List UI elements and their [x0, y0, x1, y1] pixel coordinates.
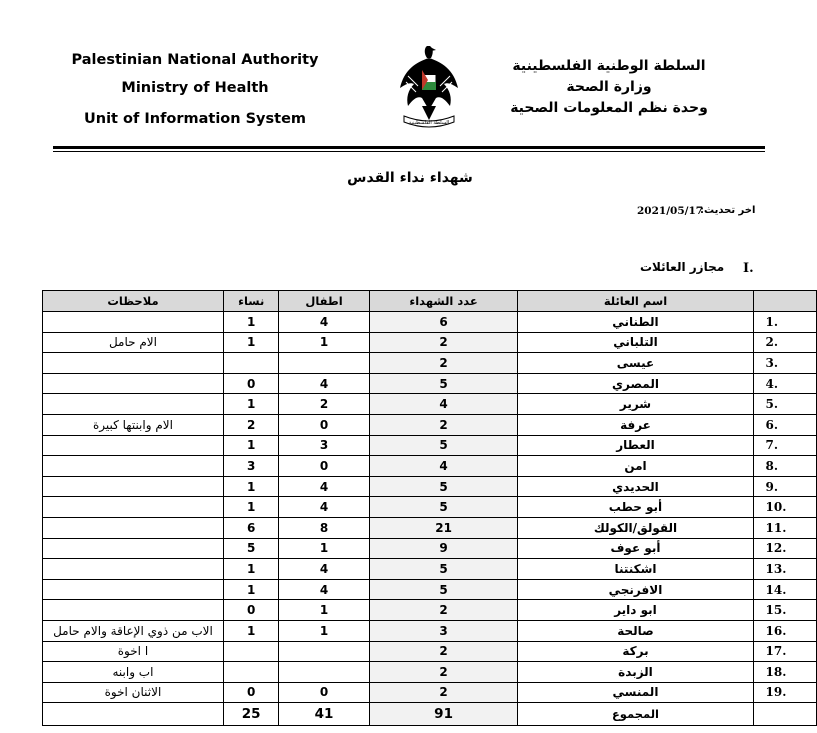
table-row	[43, 559, 817, 580]
header-divider-thin	[53, 151, 765, 152]
cell-martyrs: 5	[369, 435, 518, 456]
cell-notes: الاب من ذوي الإعاقة والام حامل	[43, 620, 224, 641]
cell-family-name: الطناني	[518, 312, 753, 333]
cell-notes	[43, 373, 224, 394]
table-row	[43, 456, 817, 477]
cell-index: 6.	[753, 414, 817, 435]
cell-children: 4	[279, 312, 369, 333]
cell-index: 10.	[753, 497, 817, 518]
cell-children: 4	[279, 497, 369, 518]
cell-children: 1	[279, 620, 369, 641]
cell-family-name: المنسي	[518, 682, 753, 703]
cell-index: 1.	[753, 312, 817, 333]
cell-children	[279, 662, 369, 683]
cell-martyrs: 2	[369, 662, 518, 683]
cell-women: 0	[223, 373, 279, 394]
page-title: شهداء نداء القدس	[347, 170, 473, 186]
cell-martyrs: 2	[369, 414, 518, 435]
cell-martyrs: 5	[369, 476, 518, 497]
cell-women: 1	[223, 620, 279, 641]
cell-children	[279, 641, 369, 662]
cell-index: 11.	[753, 517, 817, 538]
cell-martyrs: 5	[369, 579, 518, 600]
header-en-ministry: Ministry of Health	[121, 80, 269, 96]
cell-notes: اب وابنه	[43, 662, 224, 683]
cell-women: 1	[223, 579, 279, 600]
cell-notes	[43, 559, 224, 580]
table-row	[43, 538, 817, 559]
cell-martyrs: 2	[369, 600, 518, 621]
header-ar-unit: وحدة نظم المعلومات الصحية	[510, 100, 708, 116]
cell-women: 1	[223, 332, 279, 353]
cell-martyrs: 9	[369, 538, 518, 559]
cell-family-name: صالحة	[518, 620, 753, 641]
table-header-row	[43, 291, 817, 312]
header-family-name: اسم العائلة	[518, 291, 753, 312]
cell-family-name: عيسى	[518, 353, 753, 374]
cell-children: 0	[279, 414, 369, 435]
cell-notes	[43, 579, 224, 600]
cell-index: 3.	[753, 353, 817, 374]
cell-notes: ا اخوة	[43, 641, 224, 662]
total-children: 41	[279, 703, 369, 726]
cell-women: 0	[223, 682, 279, 703]
cell-family-name: الحديدي	[518, 476, 753, 497]
table-row	[43, 497, 817, 518]
section-title: مجازر العائلات	[640, 260, 725, 274]
cell-women: 0	[223, 600, 279, 621]
header-children: اطفال	[279, 291, 369, 312]
table-row	[43, 353, 817, 374]
table-row	[43, 620, 817, 641]
cell-index: 12.	[753, 538, 817, 559]
cell-children: 4	[279, 579, 369, 600]
cell-women	[223, 641, 279, 662]
cell-women: 1	[223, 435, 279, 456]
total-index	[753, 703, 817, 726]
table-row	[43, 600, 817, 621]
last-updated-date: 2021/05/17	[637, 205, 704, 217]
table-row	[43, 394, 817, 415]
eagle-emblem-logo	[394, 40, 464, 130]
cell-notes: الام وابنتها كبيرة	[43, 414, 224, 435]
last-updated-label: اخر تحديث:	[700, 205, 756, 216]
table-total-row	[43, 703, 817, 726]
cell-index: 5.	[753, 394, 817, 415]
cell-children: 4	[279, 559, 369, 580]
table-row	[43, 579, 817, 600]
cell-family-name: العطار	[518, 435, 753, 456]
cell-martyrs: 5	[369, 373, 518, 394]
cell-children: 0	[279, 682, 369, 703]
cell-family-name: بركة	[518, 641, 753, 662]
cell-women	[223, 662, 279, 683]
cell-index: 9.	[753, 476, 817, 497]
cell-martyrs: 6	[369, 312, 518, 333]
cell-martyrs: 4	[369, 394, 518, 415]
header-women: نساء	[223, 291, 279, 312]
cell-index: 13.	[753, 559, 817, 580]
cell-family-name: التلباني	[518, 332, 753, 353]
cell-family-name: أبو حطب	[518, 497, 753, 518]
cell-family-name: امن	[518, 456, 753, 477]
header-ar-authority: السلطة الوطنية الفلسطينية	[512, 58, 706, 74]
cell-women: 5	[223, 538, 279, 559]
logo-banner-text: السلطة الفلسطينية	[408, 120, 450, 126]
cell-family-name: الافرنجي	[518, 579, 753, 600]
cell-children: 1	[279, 332, 369, 353]
family-massacres-table	[42, 290, 817, 726]
cell-children: 1	[279, 538, 369, 559]
cell-family-name: اشكنتنا	[518, 559, 753, 580]
cell-martyrs: 2	[369, 353, 518, 374]
cell-notes: الاثنان اخوة	[43, 682, 224, 703]
cell-children: 2	[279, 394, 369, 415]
cell-children: 0	[279, 456, 369, 477]
header-en-unit: Unit of Information System	[83, 111, 307, 127]
cell-family-name: الزبدة	[518, 662, 753, 683]
table-row	[43, 435, 817, 456]
cell-martyrs: 21	[369, 517, 518, 538]
table-row	[43, 373, 817, 394]
header-en-authority: Palestinian National Authority	[71, 52, 319, 68]
cell-index: 4.	[753, 373, 817, 394]
cell-women: 1	[223, 497, 279, 518]
cell-notes	[43, 456, 224, 477]
cell-notes	[43, 538, 224, 559]
cell-notes: الام حامل	[43, 332, 224, 353]
cell-children: 1	[279, 600, 369, 621]
cell-children: 8	[279, 517, 369, 538]
cell-notes	[43, 497, 224, 518]
total-women: 25	[223, 703, 279, 726]
cell-martyrs: 2	[369, 332, 518, 353]
header-ar-ministry: وزارة الصحة	[566, 79, 652, 95]
table-row	[43, 312, 817, 333]
cell-notes	[43, 435, 224, 456]
cell-index: 15.	[753, 600, 817, 621]
cell-family-name: ابو داير	[518, 600, 753, 621]
cell-family-name: أبو عوف	[518, 538, 753, 559]
cell-martyrs: 3	[369, 620, 518, 641]
total-label: المجموع	[518, 703, 753, 726]
header-martyrs: عدد الشهداء	[369, 291, 518, 312]
table-row	[43, 662, 817, 683]
cell-martyrs: 5	[369, 559, 518, 580]
cell-women: 3	[223, 456, 279, 477]
cell-notes	[43, 312, 224, 333]
table-row	[43, 682, 817, 703]
cell-women: 1	[223, 476, 279, 497]
cell-index: 2.	[753, 332, 817, 353]
cell-notes	[43, 517, 224, 538]
cell-martyrs: 5	[369, 497, 518, 518]
cell-children: 3	[279, 435, 369, 456]
cell-women: 2	[223, 414, 279, 435]
cell-women: 1	[223, 394, 279, 415]
cell-index: 18.	[753, 662, 817, 683]
cell-notes	[43, 353, 224, 374]
cell-notes	[43, 476, 224, 497]
cell-notes	[43, 600, 224, 621]
total-martyrs: 91	[369, 703, 518, 726]
cell-women: 1	[223, 559, 279, 580]
cell-women: 1	[223, 312, 279, 333]
cell-martyrs: 4	[369, 456, 518, 477]
table-row	[43, 641, 817, 662]
cell-women	[223, 353, 279, 374]
cell-index: 8.	[753, 456, 817, 477]
cell-index: 19.	[753, 682, 817, 703]
cell-notes	[43, 394, 224, 415]
cell-index: 14.	[753, 579, 817, 600]
section-number: I.	[743, 261, 754, 276]
cell-index: 7.	[753, 435, 817, 456]
header-index	[753, 291, 817, 312]
header-notes: ملاحظات	[43, 291, 224, 312]
header-divider-thick	[53, 146, 765, 149]
cell-family-name: المصري	[518, 373, 753, 394]
cell-family-name: القولق/الكولك	[518, 517, 753, 538]
cell-women: 6	[223, 517, 279, 538]
cell-children: 4	[279, 476, 369, 497]
cell-family-name: عرفة	[518, 414, 753, 435]
cell-martyrs: 2	[369, 641, 518, 662]
table-row	[43, 414, 817, 435]
cell-family-name: شرير	[518, 394, 753, 415]
cell-children	[279, 353, 369, 374]
table-row	[43, 476, 817, 497]
cell-children: 4	[279, 373, 369, 394]
cell-index: 16.	[753, 620, 817, 641]
cell-martyrs: 2	[369, 682, 518, 703]
table-row	[43, 517, 817, 538]
total-notes	[43, 703, 224, 726]
table-row	[43, 332, 817, 353]
cell-index: 17.	[753, 641, 817, 662]
